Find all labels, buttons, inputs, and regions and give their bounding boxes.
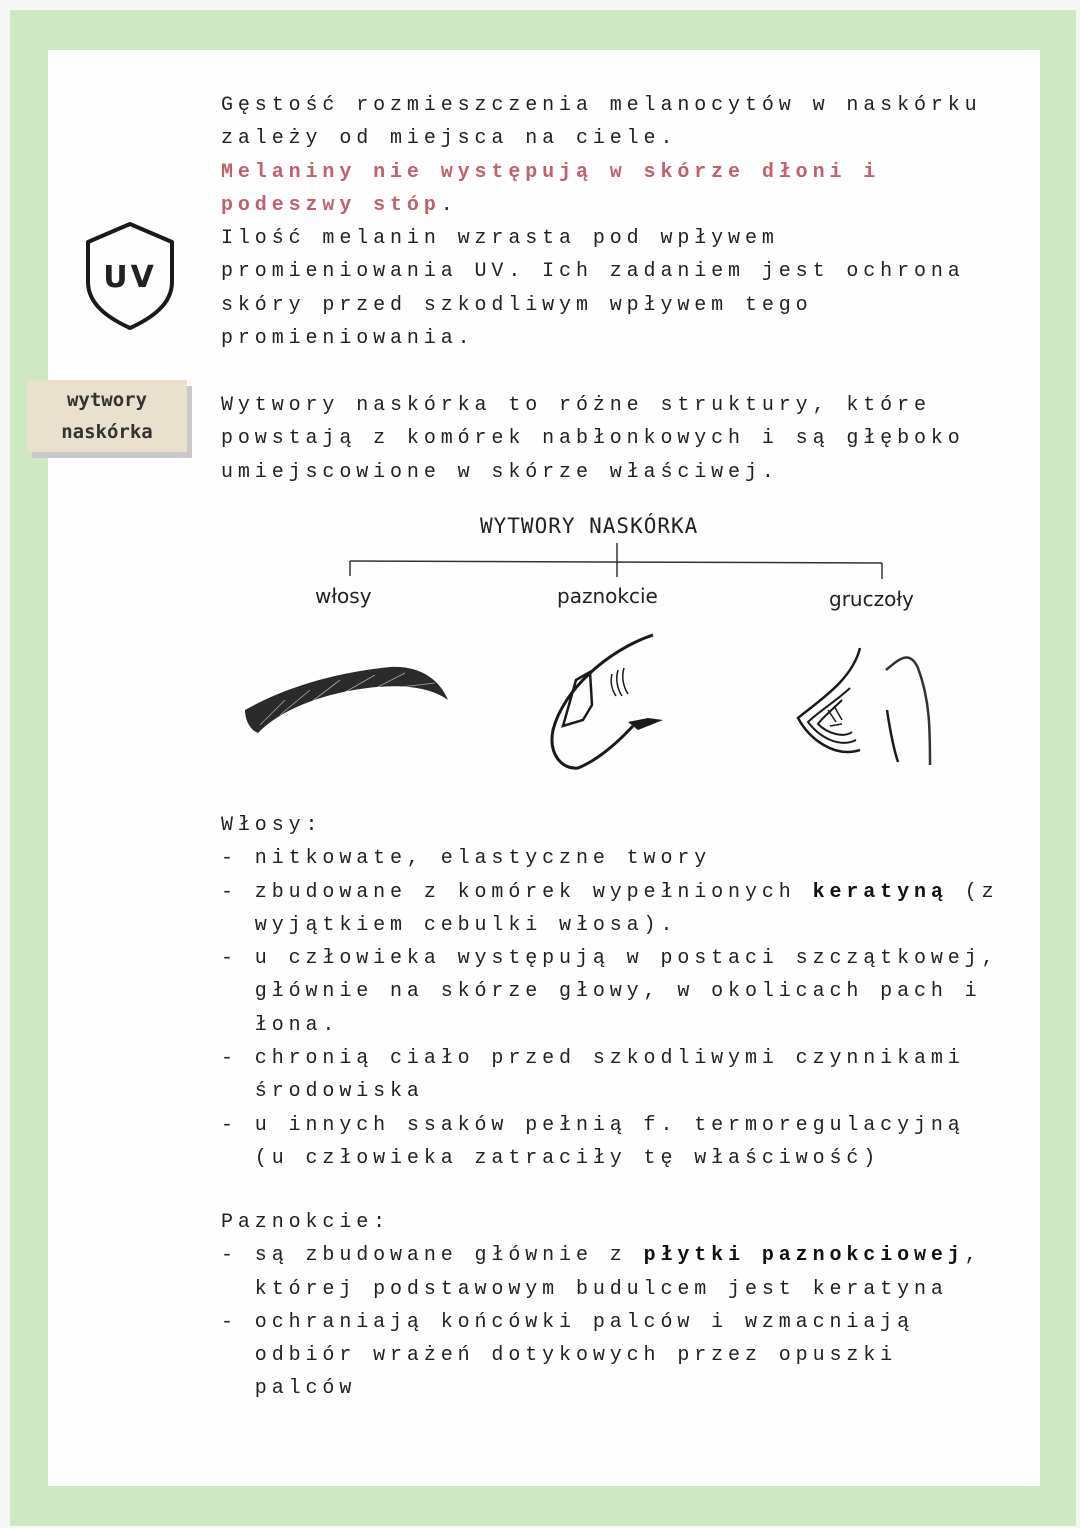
text-line [221, 1075, 999, 1108]
text-line [221, 1273, 982, 1306]
text-segment: - u człowieka występują w postaci szczątkowej, [221, 947, 999, 971]
text-segment: odbiór wrażeń dotykowych przez opuszki [221, 1344, 898, 1368]
text-line [221, 1306, 982, 1339]
text-line [221, 1042, 999, 1075]
text-segment: Gęstość rozmieszczenia melanocytów w naskórku [221, 94, 982, 117]
text-segment: - nitkowate, elastyczne twory [221, 847, 712, 871]
text-segment: Paznokcie: [221, 1211, 391, 1234]
hair-section [221, 809, 999, 1175]
bold-term: płytki paznokciowej [643, 1244, 965, 1268]
text-segment: wyjątkiem cebulki włosa). [221, 913, 678, 937]
text-line [221, 1009, 999, 1042]
text-segment: zależy od miejsca na ciele. [221, 127, 678, 151]
text-segment: skóry przed szkodliwym wpływem tego [221, 293, 813, 317]
text-line [221, 1142, 999, 1175]
text-segment: promieniowania. [221, 327, 475, 351]
text-segment: Wytwory naskórka to różne struktury, które [221, 394, 931, 417]
text-line [221, 1372, 982, 1405]
tag-line: wytwory [66, 389, 148, 411]
text-line [221, 909, 999, 942]
text-segment: (z [947, 880, 999, 904]
bold-term: keratyną [812, 880, 948, 904]
text-segment: promieniowania UV. Ich zadaniem jest ochrona [221, 260, 965, 284]
text-line [221, 809, 999, 842]
text-line [221, 876, 999, 909]
text-line [221, 942, 999, 975]
text-segment: palców [221, 1377, 357, 1401]
eyebrow-illustration [240, 655, 455, 740]
mammary-gland-illustration [790, 640, 940, 770]
text-segment: - zbudowane z komórek wypełnionych [221, 880, 813, 904]
uv-icon-label: UV [103, 260, 157, 295]
text-segment: - chronią ciało przed szkodliwymi czynnikami [221, 1047, 965, 1071]
text-line [221, 975, 999, 1008]
tag-line: naskórka [61, 421, 153, 443]
highlighted-text: Melaniny nie występują w skórze dłoni i [221, 160, 881, 184]
text-segment: Ilość melanin wzrasta pod wpływem [221, 227, 779, 251]
text-segment: - są zbudowane głównie z [221, 1244, 644, 1268]
text-segment: - ochraniają końcówki palców i wzmacniają [221, 1310, 914, 1334]
text-line [221, 1239, 982, 1272]
text-segment: . [440, 193, 458, 217]
text-segment: (u człowieka zatraciły tę właściwość) [221, 1146, 881, 1170]
text-segment: środowiska [221, 1080, 424, 1104]
text-line [221, 1109, 999, 1142]
fingernail-illustration [548, 630, 668, 775]
branch-label-nails: paznokcie [557, 584, 658, 608]
text-segment: Włosy: [221, 814, 323, 837]
text-segment: łona. [221, 1013, 340, 1037]
branch-label-hair: włosy [315, 584, 372, 608]
text-segment: głównie na skórze głowy, w okolicach pach i [221, 980, 982, 1004]
highlighted-text: podeszwy stóp [221, 193, 441, 217]
text-segment: umiejscowione w skórze właściwej. [221, 460, 779, 484]
nails-section [221, 1206, 982, 1406]
text-segment: powstają z komórek nabłonkowych i są głęboko [221, 427, 965, 451]
text-segment: , [964, 1244, 982, 1268]
text-segment: której podstawowym budulcem jest keratyna [221, 1277, 948, 1301]
branch-label-glands: gruczoły [829, 587, 914, 611]
text-line [221, 1339, 982, 1372]
text-segment: - u innych ssaków pełnią f. termoregulacyjną [221, 1113, 965, 1137]
diagram-title: WYTWORY NASKÓRKA [480, 514, 699, 538]
text-line [221, 842, 999, 875]
text-line [221, 1206, 982, 1239]
